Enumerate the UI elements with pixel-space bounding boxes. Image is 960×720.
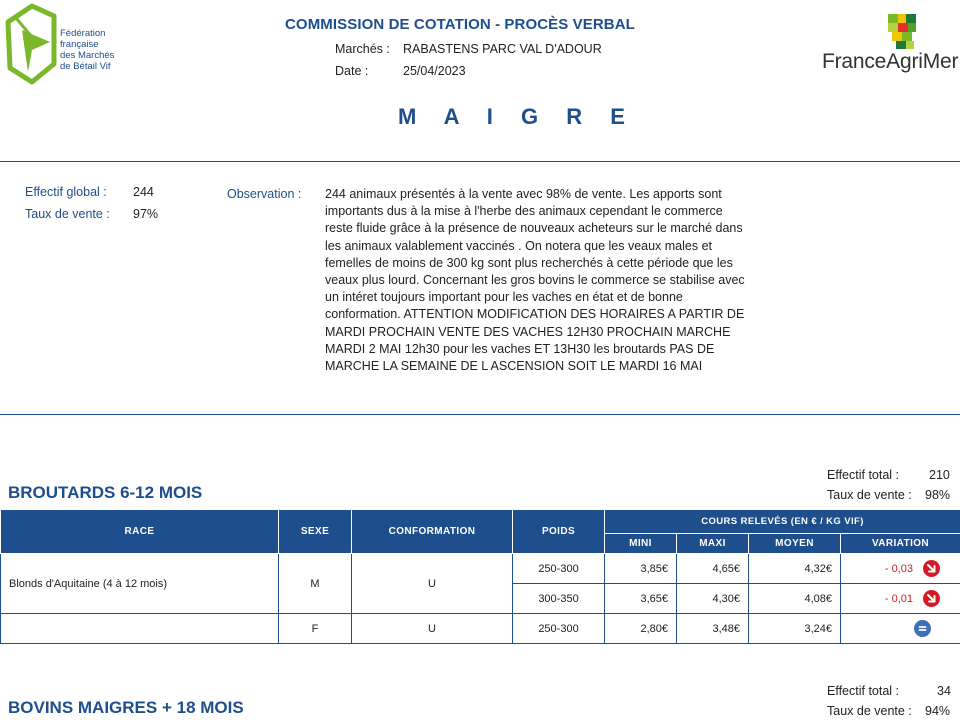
document-title: COMMISSION DE COTATION - PROCÈS VERBAL (285, 16, 635, 33)
equal-icon (914, 620, 931, 637)
franceagrimer-wordmark: FranceAgriMer (822, 50, 959, 73)
cotation-table (0, 509, 960, 644)
down-arrow-icon (923, 560, 940, 577)
header-cours: COURS RELEVÉS (EN € / KG VIF) (605, 510, 960, 534)
effectif-total-value-2: 34 (937, 684, 951, 698)
logo-text-line-3: des Marchés (60, 50, 115, 61)
effectif-total-value: 210 (929, 468, 950, 482)
effectif-total-label: Effectif total : (827, 468, 900, 482)
variation-cell (841, 584, 960, 614)
table-row (1, 614, 960, 644)
conformation-cell: U (352, 614, 513, 644)
main-title: M A I G R E (398, 104, 636, 129)
market-label: Marchés : (335, 42, 390, 56)
header-race: RACE (1, 510, 279, 554)
observation-label: Observation : (227, 187, 302, 201)
maxi-cell: 4,65€ (677, 554, 749, 584)
date-label: Date : (335, 64, 369, 78)
market-value: RABASTENS PARC VAL D'ADOUR (403, 42, 602, 56)
section-title-broutards: BROUTARDS 6-12 MOIS (8, 483, 203, 502)
maxi-cell: 3,48€ (677, 614, 749, 644)
moyen-cell: 3,24€ (749, 614, 841, 644)
divider-bottom (0, 414, 960, 415)
variation-cell (841, 614, 960, 644)
moyen-cell: 4,08€ (749, 584, 841, 614)
variation-value: - 0,03 (884, 562, 914, 575)
section-title-bovins-maigres: BOVINS MAIGRES + 18 MOIS (8, 698, 244, 717)
effectif-global-value: 244 (133, 185, 154, 199)
franceagrimer-mark-icon (888, 14, 924, 50)
race-cell: Blonds d'Aquitaine (4 à 12 mois) (1, 554, 279, 614)
poids-cell: 300-350 (513, 584, 605, 614)
variation-value: - 0,01 (884, 592, 914, 605)
table-row (1, 554, 960, 584)
divider-top (0, 161, 960, 162)
observation-text: 244 animaux présentés à la vente avec 98% de vente. Les apports sont importants dus à la mise à l'herbe des animaux cependant le commerce reste fluide grâce à la présence de nouveaux acheteurs sur le marché dans les animaux valablement vaccinés . On notera que les veaux males et femelles de moins de 300 kg sont plus recherchés à cette période que les veaux plus lourd. Concernant les gros bovins le commerce se stabilise avec un intéret toujours important pour les vaches en état et de bonne conformation. ATTENTION MODIFICATION DES HORAIRES A PARTIR DE MARDI PROCHAIN VENTE DES VACHES 12H30 PROCHAIN MARCHE MARDI 2 MAI 12h30 pour les vaches ET 13H30 les broutards PAS DE MARCHE LA SEMAINE DE L ASCENSION SOIT LE MARDI 16 MAI (325, 187, 745, 374)
logo-text-line-1: Fédération (60, 28, 106, 39)
mini-cell: 3,85€ (605, 554, 677, 584)
sexe-cell: M (279, 554, 352, 614)
mini-cell: 3,65€ (605, 584, 677, 614)
ffmbv-logo (2, 2, 130, 86)
sexe-cell: F (279, 614, 352, 644)
header-sexe: SEXE (279, 510, 352, 554)
maxi-cell: 4,30€ (677, 584, 749, 614)
franceagrimer-logo (822, 14, 960, 78)
logo-text-line-4: de Bétail Vif (60, 61, 111, 72)
effectif-global-label: Effectif global : (25, 185, 107, 199)
logo-text-line-2: française (60, 39, 99, 50)
poids-cell: 250-300 (513, 614, 605, 644)
header-variation: VARIATION (841, 534, 960, 554)
header-maxi: MAXI (677, 534, 749, 554)
down-arrow-icon (923, 590, 940, 607)
variation-cell (841, 554, 960, 584)
mini-cell: 2,80€ (605, 614, 677, 644)
taux-vente-section-label: Taux de vente : (827, 488, 912, 502)
taux-vente-section-value: 98% (925, 488, 951, 502)
taux-vente-value: 97% (133, 207, 159, 221)
header-conformation: CONFORMATION (352, 510, 513, 554)
header-poids: POIDS (513, 510, 605, 554)
conformation-cell: U (352, 554, 513, 614)
race-cell-empty (1, 614, 279, 644)
poids-cell: 250-300 (513, 554, 605, 584)
taux-vente-label-2: Taux de vente : (827, 704, 912, 718)
moyen-cell: 4,32€ (749, 554, 841, 584)
header-moyen: MOYEN (749, 534, 841, 554)
date-value: 25/04/2023 (403, 64, 466, 78)
taux-vente-label: Taux de vente : (25, 207, 110, 221)
header-mini: MINI (605, 534, 677, 554)
taux-vente-value-2: 94% (925, 704, 951, 718)
effectif-total-label-2: Effectif total : (827, 684, 900, 698)
